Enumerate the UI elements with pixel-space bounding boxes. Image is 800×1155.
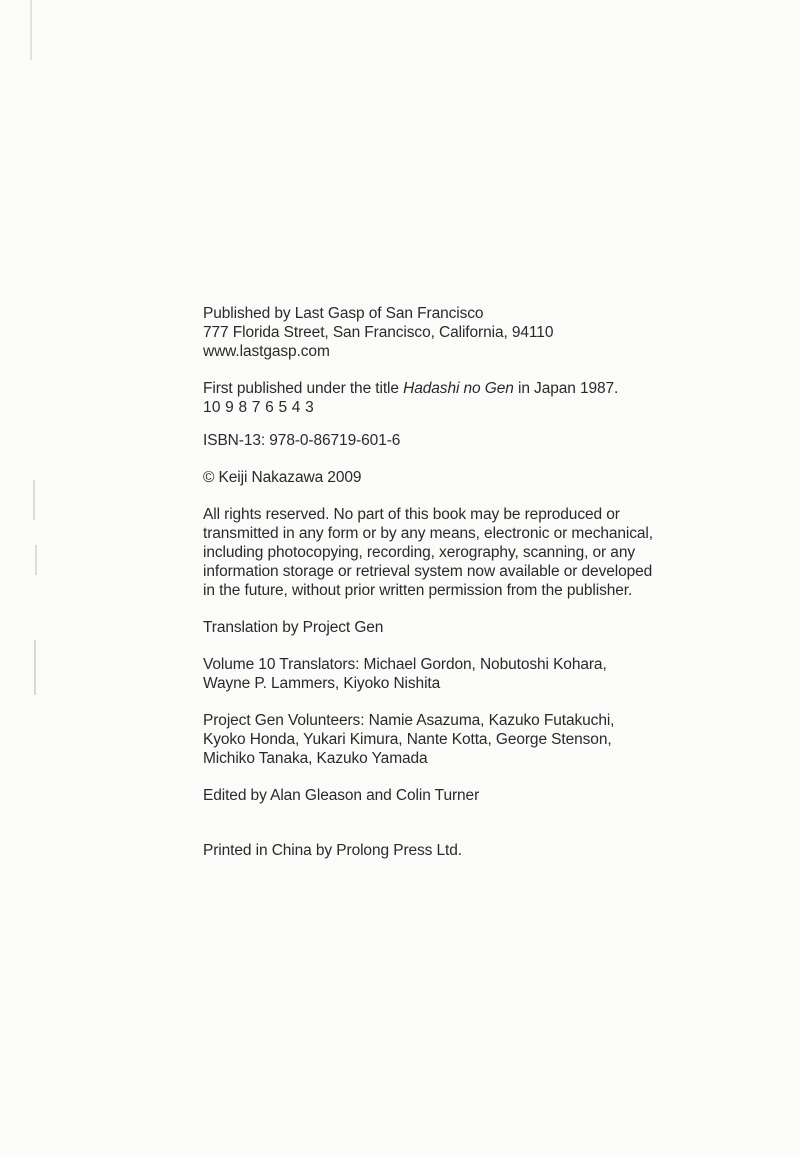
printing-number-line: 10 9 8 7 6 5 4 3 <box>203 399 314 416</box>
publisher-website: www.lastgasp.com <box>203 343 330 360</box>
original-title: Hadashi no Gen <box>403 380 514 397</box>
editors-block <box>203 786 763 805</box>
publisher-block <box>203 304 763 361</box>
translators-line: Wayne P. Lammers, Kiyoko Nishita <box>203 675 441 692</box>
publisher-name: Published by Last Gasp of San Francisco <box>203 305 484 322</box>
rights-line: including photocopying, recording, xerography, scanning, or any <box>203 544 635 561</box>
colophon-text-block <box>203 304 763 860</box>
volunteers-line: Michiko Tanaka, Kazuko Yamada <box>203 750 428 767</box>
volunteers-line: Project Gen Volunteers: Namie Asazuma, Kazuko Futakuchi, <box>203 712 615 729</box>
first-published-line <box>203 379 763 398</box>
printer-block <box>203 841 763 860</box>
rights-line: All rights reserved. No part of this book may be reproduced or <box>203 506 620 523</box>
scan-edge-mark <box>34 640 36 695</box>
isbn: ISBN-13: 978-0-86719-601-6 <box>203 432 401 449</box>
editors-credit: Edited by Alan Gleason and Colin Turner <box>203 787 480 804</box>
printer-credit: Printed in China by Prolong Press Ltd. <box>203 842 462 859</box>
copyright-block <box>203 468 763 487</box>
translation-credit: Translation by Project Gen <box>203 619 384 636</box>
first-published-prefix: First published under the title <box>203 380 404 397</box>
scan-edge-mark <box>33 480 35 520</box>
translators-block <box>203 655 763 693</box>
rights-line: information storage or retrieval system now available or developed <box>203 563 653 580</box>
rights-line: in the future, without prior written permission from the publisher. <box>203 582 633 599</box>
scan-edge-mark <box>35 545 37 575</box>
translators-line: Volume 10 Translators: Michael Gordon, Nobutoshi Kohara, <box>203 656 607 673</box>
publisher-address: 777 Florida Street, San Francisco, California, 94110 <box>203 324 554 341</box>
translation-block <box>203 618 763 637</box>
rights-line: transmitted in any form or by any means, electronic or mechanical, <box>203 525 653 542</box>
isbn-block <box>203 431 763 450</box>
scan-edge-mark <box>30 0 32 60</box>
copyright-notice: © Keiji Nakazawa 2009 <box>203 469 362 486</box>
first-published-suffix: in Japan 1987. <box>513 380 619 397</box>
rights-block <box>203 505 763 600</box>
first-published-block <box>203 379 763 417</box>
volunteers-line: Kyoko Honda, Yukari Kimura, Nante Kotta, George Stenson, <box>203 731 612 748</box>
volunteers-block <box>203 711 763 768</box>
